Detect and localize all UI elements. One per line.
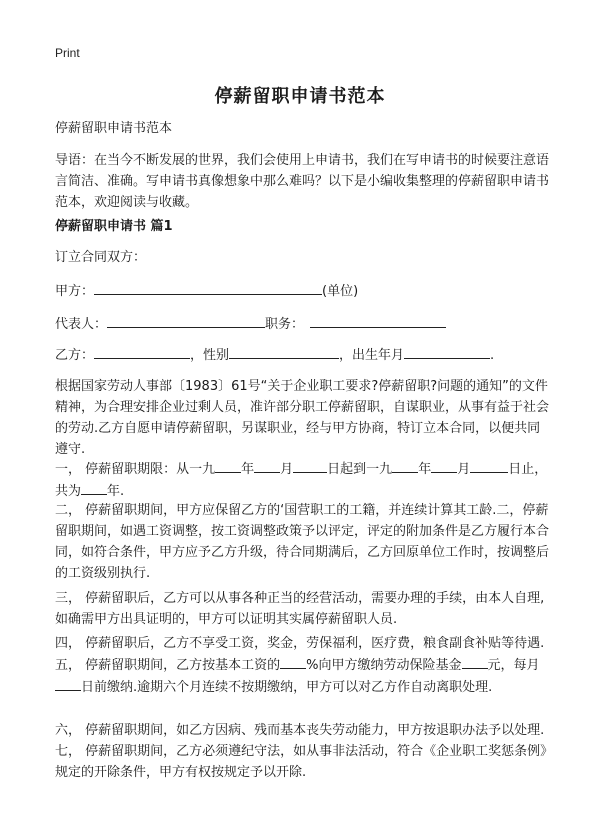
clause-1-start-day-blank[interactable] <box>293 458 327 473</box>
clause-1-text-8: 年. <box>107 484 125 499</box>
birth-period: . <box>490 348 495 363</box>
clause-1-end-day-blank[interactable] <box>470 458 508 473</box>
party-b-label: 乙方： <box>55 348 95 363</box>
gender-blank[interactable] <box>229 344 339 359</box>
clause-1-text-2: 年 <box>241 462 255 477</box>
clause-1-text-5: 年 <box>418 462 432 477</box>
party-a-label: 甲方： <box>55 284 95 299</box>
clause-2: 二， 停薪留职期间，甲方应保留乙方的‘国营职工的工籍，并连续计算其工龄.二，停薪留职期间，如遇工资调整，按工资调整政策予以评定，评定的附加条件是乙方履行本合同，如符合条件，甲方应予乙方升级，待合同期满后，乙方回原单位工作时，按调整后的工资级别执行. <box>55 503 550 581</box>
party-b-row <box>55 344 494 366</box>
section-heading: 停薪留职申请书 篇1 <box>55 219 173 234</box>
clause-1-end-month-blank[interactable] <box>431 458 457 473</box>
clause-4-5 <box>55 633 550 698</box>
intro-paragraph: 导语：在当今不断发展的世界，我们会使用上申请书，我们在写申请书的时候要注意语言简洁、准确。写申请书真像想象中那么难吗？以下是小编收集整理的停薪留职申请书范本，欢迎阅读与收藏。 <box>55 153 550 210</box>
clause-1 <box>55 458 550 502</box>
party-b-blank[interactable] <box>94 344 190 359</box>
clause-3: 三， 停薪留职后，乙方可以从事各种正当的经营活动，需要办理的手续，由本人自理,如确需甲方出具证明的，甲方可以证明其实属停薪留职人员. <box>55 591 545 627</box>
party-a-blank[interactable] <box>94 280 322 295</box>
document-subtitle: 停薪留职申请书范本 <box>55 121 173 136</box>
clause-5-amount-blank[interactable] <box>462 654 488 669</box>
party-a-row <box>55 280 358 302</box>
clause-1-end-year-blank[interactable] <box>392 458 418 473</box>
parties-intro: 订立合同双方： <box>55 250 147 265</box>
clause-1-start-month-blank[interactable] <box>254 458 280 473</box>
clause-1-start-year-blank[interactable] <box>215 458 241 473</box>
position-blank[interactable] <box>310 313 446 328</box>
clause-4-text-2: %向甲方缴纳劳动保险基金 <box>306 658 462 673</box>
representative-row <box>55 313 446 335</box>
clause-4-text-1: 四， 停薪留职后，乙方不享受工资，奖金，劳保福利，医疗费，粮食副食补贴等待遇.五， 停薪留职期间，乙方按基本工资的 <box>55 636 545 673</box>
birth-label: ，出生年月 <box>339 348 405 363</box>
clause-1-total-years-blank[interactable] <box>81 480 107 495</box>
clause-6-7: 六， 停薪留职期间，如乙方因病、残而基本丧失劳动能力，甲方按退职办法予以处理.七， 停薪留职期间，乙方必须遵纪守法，如从事非法活动，符合《企业职工奖惩条例》规定的开除条件，甲方有权按规定予以开除. <box>55 723 547 780</box>
representative-blank[interactable] <box>107 313 265 328</box>
clause-1-text-7: 日止，共为 <box>55 462 548 499</box>
clause-4-text-3: 元，每月 <box>487 658 540 673</box>
basis-paragraph: 根据国家劳动人事部〔1983〕61号“关于企业职工要求?停薪留职?问题的通知”的文件精神，为合理安排企业过剩人员，准许部分职工停薪留职，自谋职业，从事有益于社会的劳动.乙方自愿申请停薪留职，另谋职业，经与甲方协商，特订立本合同，以便共同遵守. <box>55 379 550 457</box>
clause-1-text-6: 月 <box>457 462 471 477</box>
clause-1-text-1: 一， 停薪留职期限：从一九 <box>55 462 216 477</box>
representative-label: 代表人： <box>55 317 108 332</box>
clause-5-percent-blank[interactable] <box>280 654 306 669</box>
clause-1-text-4: 日起到一九 <box>327 462 393 477</box>
clause-5-day-blank[interactable] <box>55 676 81 691</box>
print-link[interactable]: Print <box>55 46 80 60</box>
party-a-suffix: (单位) <box>322 284 359 299</box>
gender-label: ，性别 <box>190 348 230 363</box>
clause-4-text-4: 日前缴纳.逾期六个月连续不按期缴纳，甲方可以对乙方作自动离职处理. <box>81 680 493 695</box>
position-label: 职务： <box>265 317 305 332</box>
document-title: 停薪留职申请书范本 <box>214 86 386 107</box>
clause-1-text-3: 月 <box>280 462 294 477</box>
birth-blank[interactable] <box>404 344 490 359</box>
